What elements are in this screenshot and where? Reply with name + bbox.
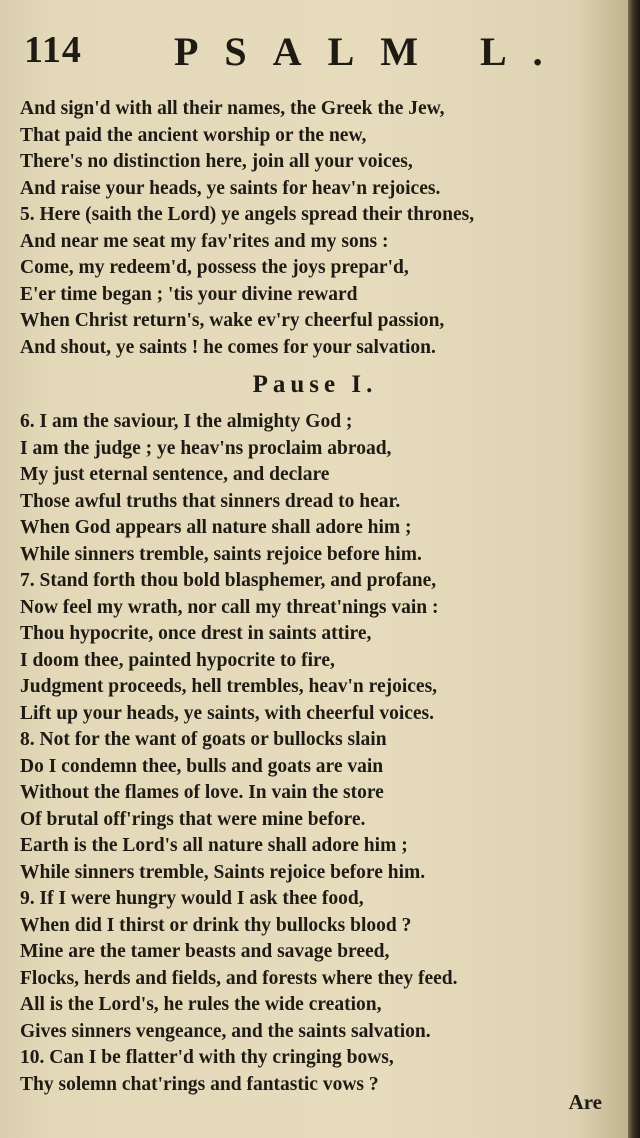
verse-line: Lift up your heads, ye saints, with cheerful voices. bbox=[20, 702, 435, 724]
verse-line: Thy solemn chat'rings and fantastic vows ? bbox=[20, 1073, 379, 1095]
page-header bbox=[24, 28, 604, 78]
verse-line: I am the judge ; ye heav'ns proclaim abroad, bbox=[20, 437, 392, 459]
verse-line: 5. Here (saith the Lord) ye angels spread their thrones, bbox=[20, 204, 475, 225]
verse-line: While sinners tremble, saints rejoice before him. bbox=[20, 543, 422, 565]
verse-line: While sinners tremble, Saints rejoice before him. bbox=[20, 861, 426, 883]
verse-line: And shout, ye saints ! he comes for your salvation. bbox=[20, 336, 436, 358]
verse-line: E'er time began ; 'tis your divine reward bbox=[20, 283, 358, 305]
verse-line: Mine are the tamer beasts and savage breed, bbox=[20, 941, 390, 962]
verse-line: I doom thee, painted hypocrite to fire, bbox=[20, 649, 335, 671]
verse-line: And near me seat my fav'rites and my sons : bbox=[20, 230, 389, 252]
verse-line: And sign'd with all their names, the Greek the Jew, bbox=[20, 98, 445, 119]
verse-line: My just eternal sentence, and declare bbox=[20, 464, 330, 485]
verse-line: And raise your heads, ye saints for heav'n rejoices. bbox=[20, 177, 441, 199]
verse-line: There's no distinction here, join all your voices, bbox=[20, 151, 413, 172]
verse-line: Earth is the Lord's all nature shall adore him ; bbox=[20, 835, 408, 856]
verse-line: 8. Not for the want of goats or bullocks slain bbox=[20, 729, 387, 750]
verse-line: 9. If I were hungry would I ask thee food, bbox=[20, 888, 364, 909]
verse-line: Come, my redeem'd, possess the joys prepar'd, bbox=[20, 257, 409, 278]
catchword: Are bbox=[568, 1090, 602, 1114]
verse-line: Thou hypocrite, once drest in saints attire, bbox=[20, 623, 372, 644]
verse-line: Gives sinners vengeance, and the saints salvation. bbox=[20, 1020, 431, 1042]
verse-line: Do I condemn thee, bulls and goats are vain bbox=[20, 755, 384, 777]
verse-line: Without the flames of love. In vain the store bbox=[20, 782, 384, 803]
verse-line: All is the Lord's, he rules the wide creation, bbox=[20, 994, 382, 1015]
verse-line: Of brutal off'rings that were mine before. bbox=[20, 808, 366, 830]
verse-line: When God appears all nature shall adore him ; bbox=[20, 517, 412, 538]
psalm-text bbox=[20, 96, 610, 1098]
running-title: PSALM L. bbox=[174, 29, 569, 74]
verse-line: Flocks, herds and fields, and forests where they feed. bbox=[20, 967, 458, 989]
section-heading: Pause I. bbox=[252, 371, 378, 398]
verse-line: Those awful truths that sinners dread to hear. bbox=[20, 490, 401, 512]
page-edge bbox=[628, 0, 640, 1138]
verse-line: Now feel my wrath, nor call my threat'nings vain : bbox=[20, 596, 439, 618]
verse-line: Judgment proceeds, hell trembles, heav'n rejoices, bbox=[20, 676, 438, 697]
verse-line: When Christ return's, wake ev'ry cheerful passion, bbox=[20, 310, 445, 331]
verse-line: 10. Can I be flatter'd with thy cringing bows, bbox=[20, 1047, 394, 1068]
verse-line: 6. I am the saviour, I the almighty God ; bbox=[20, 411, 353, 432]
page-number: 114 bbox=[24, 29, 82, 71]
verse-line: That paid the ancient worship or the new, bbox=[20, 124, 367, 146]
verse-line: 7. Stand forth thou bold blasphemer, and profane, bbox=[20, 570, 437, 591]
verse-line: When did I thirst or drink thy bullocks blood ? bbox=[20, 914, 412, 936]
